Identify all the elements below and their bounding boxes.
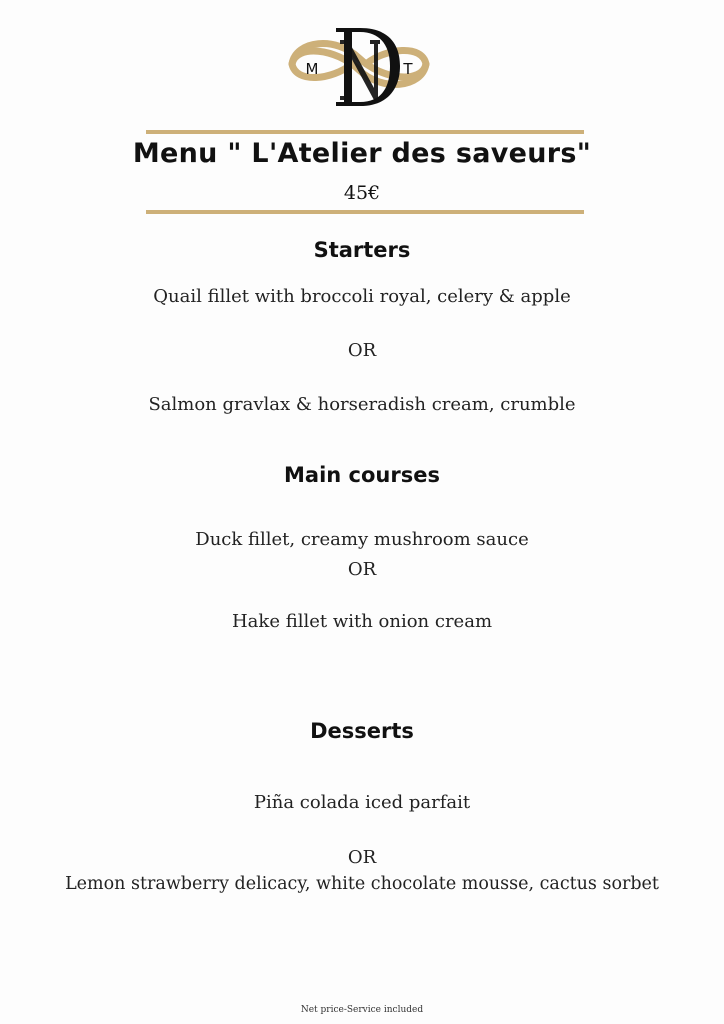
page-title: Menu " L'Atelier des saveurs" [132, 138, 592, 169]
main-option-2: Hake fillet with onion cream [231, 611, 493, 632]
starter-or: OR [347, 340, 377, 361]
section-heading-mains: Main courses [284, 463, 440, 487]
logo-letter-right: T [403, 60, 413, 78]
main-option-1: Duck fillet, creamy mushroom sauce [195, 529, 529, 550]
logo-letter-left: M [305, 60, 319, 78]
footer-note: Net price-Service included [300, 1005, 424, 1015]
menu-price: 45€ [343, 182, 381, 204]
section-heading-desserts: Desserts [310, 719, 414, 743]
main-or: OR [347, 559, 377, 580]
dessert-option-2: Lemon strawberry delicacy, white chocolate mousse, cactus sorbet [65, 874, 659, 894]
dessert-option-1: Piña colada iced parfait [253, 792, 471, 813]
logo-emblem [286, 18, 432, 110]
bottom-divider [146, 210, 584, 214]
starter-option-1: Quail fillet with broccoli royal, celery & apple [153, 286, 571, 307]
starter-option-2: Salmon gravlax & horseradish cream, crumble [148, 394, 576, 415]
restaurant-logo [286, 18, 432, 110]
top-divider [146, 130, 584, 134]
dessert-or: OR [347, 847, 377, 868]
section-heading-starters: Starters [313, 238, 411, 262]
